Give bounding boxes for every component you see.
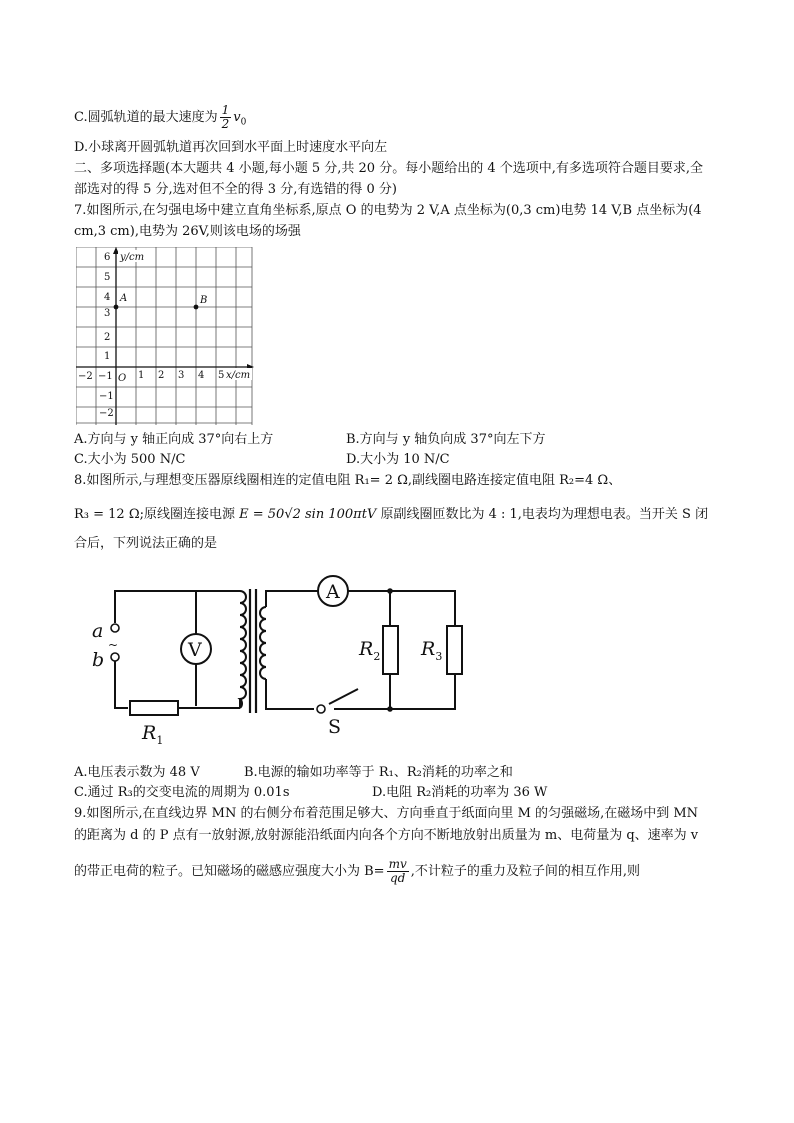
- junction-dot: [387, 588, 393, 594]
- q6-option-c: [74, 104, 754, 132]
- terminal-b-icon: [111, 653, 119, 661]
- q9-stem-line3-part-b: ,不计粒子的重力及粒子间的相互作用,则: [410, 864, 641, 879]
- x-tick-4: 4: [198, 370, 205, 381]
- fraction-numerator: 1: [221, 103, 230, 117]
- y-axis-label: y/cm: [120, 252, 145, 263]
- resistor-r3-label: $R_3$: [421, 638, 443, 663]
- q8-option-b: B.电源的输如功率等于 R₁、R₂消耗的功率之和: [244, 765, 513, 780]
- point-b-label: B: [200, 295, 208, 306]
- q7-option-b: B.方向与 y 轴负向成 37°向左下方: [346, 432, 546, 447]
- y-tick-3: 3: [104, 308, 111, 319]
- ammeter-label: A: [326, 581, 340, 603]
- resistor-r2-label: $R_2$: [359, 638, 381, 663]
- q9-stem-line3: [74, 858, 754, 885]
- x-tick-5: 5: [218, 370, 225, 381]
- terminal-a-icon: [111, 624, 119, 632]
- q9-stem-line1: 9.如图所示,在直线边界 MN 的右侧分布着范围足够大、方向垂直于纸面向里 M 的匀强磁场,在磁场中到 MN: [74, 806, 699, 821]
- terminal-b-label: b: [92, 649, 105, 671]
- resistor-r1: [130, 701, 178, 715]
- q6-option-c-text: C.圆弧轨道的最大速度为: [74, 110, 218, 125]
- q9-stem-line3-part-a: 的带正电荷的粒子。已知磁场的磁感应强度大小为 B=: [74, 864, 385, 879]
- x-tick-2: 2: [158, 370, 165, 381]
- q8-stem-line2: [74, 506, 754, 524]
- q8-transformer-circuit: [88, 573, 468, 748]
- q8-option-c: C.通过 R₃的交变电流的周期为 0.01s: [74, 785, 290, 800]
- q9-b-fraction: [387, 858, 409, 885]
- q8-source-formula: E = 50√2 sin 100πtV: [239, 507, 377, 522]
- q8-stem-line1: 8.如图所示,与理想变压器原线圈相连的定值电阻 R₁= 2 Ω,副线圈电路连接定值电阻 R₂=4 Ω、: [74, 473, 622, 488]
- q7-coordinate-graph: [76, 247, 254, 427]
- section-2-header-line2: 部选对的得 5 分,选对但不全的得 3 分,有选错的得 0 分): [74, 182, 397, 197]
- x-tick-neg1: −1: [98, 371, 113, 382]
- fraction-numerator: mv: [388, 857, 407, 871]
- switch-contact-icon: [317, 705, 325, 713]
- secondary-bottom-wire: [266, 674, 455, 709]
- resistor-r1-label: $R_1$: [142, 722, 164, 747]
- q7-option-d: D.大小为 10 N/C: [346, 452, 450, 467]
- q8-stem-line3: 合后，下列说法正确的是: [74, 536, 218, 551]
- y-tick-2: 2: [104, 332, 111, 343]
- y-tick-4: 4: [104, 292, 111, 303]
- y-tick-5: 5: [104, 272, 111, 283]
- junction-dot: [387, 706, 393, 712]
- resistor-r3: [447, 626, 462, 674]
- q7-stem-line2: cm,3 cm),电势为 26V,则该电场的场强: [74, 224, 301, 239]
- q8-option-a: A.电压表示数为 48 V: [74, 765, 200, 780]
- velocity-subscript: 0: [240, 117, 247, 128]
- terminal-a-label: a: [92, 620, 104, 642]
- y-tick-6: 6: [104, 252, 111, 263]
- ac-source-symbol: ~: [108, 638, 119, 652]
- q7-stem-line1: 7.如图所示,在匀强电场中建立直角坐标系,原点 O 的电势为 2 V,A 点坐标为(0,3 cm)电势 14 V,B 点坐标为(4: [74, 203, 702, 218]
- primary-coil: [240, 591, 246, 708]
- section-2-header-line1: 二、多项选择题(本大题共 4 小题,每小题 5 分,共 20 分。每小题给出的 4 个选项中,有多选项符合题目要求,全: [74, 161, 704, 176]
- secondary-top-wire: [266, 591, 455, 626]
- q7-option-c: C.大小为 500 N/C: [74, 452, 186, 467]
- x-tick-neg2: −2: [78, 371, 93, 382]
- x-tick-3: 3: [178, 370, 185, 381]
- q6-option-c-fraction: [220, 104, 232, 131]
- primary-top-wire: [115, 591, 240, 623]
- voltmeter-label: V: [188, 639, 202, 661]
- point-b-marker: [194, 305, 199, 310]
- y-tick-neg2: −2: [99, 408, 114, 419]
- y-tick-1: 1: [104, 351, 111, 362]
- q8-option-d: D.电阻 R₂消耗的功率为 36 W: [372, 785, 548, 800]
- switch-label: S: [328, 716, 342, 738]
- secondary-coil: [260, 607, 266, 679]
- q6-option-d: D.小球离开圆弧轨道再次回到水平面上时速度水平向左: [74, 140, 388, 155]
- fraction-denominator: qd: [389, 871, 406, 885]
- q8-stem-line2-part-a: R₃ = 12 Ω;原线圈连接电源: [74, 507, 240, 522]
- point-a-label: A: [120, 293, 128, 304]
- q7-option-a: A.方向与 y 轴正向成 37°向右上方: [74, 432, 274, 447]
- x-tick-1: 1: [138, 370, 145, 381]
- origin-label: O: [118, 373, 127, 384]
- point-a-marker: [114, 305, 119, 310]
- q9-stem-line2: 的距离为 d 的 P 点有一放射源,放射源能沿纸面内向各个方向不断地放射出质量为 m、电荷量为 q、速率为 v: [74, 828, 699, 843]
- velocity-symbol: v: [233, 110, 241, 125]
- fraction-denominator: 2: [221, 117, 230, 131]
- x-axis-label: x/cm: [226, 370, 251, 381]
- y-tick-neg1: −1: [99, 391, 114, 402]
- resistor-r2: [383, 626, 398, 674]
- q8-stem-line2-part-b: 原副线圈匝数比为 4 : 1,电表均为理想电表。当开关 S 闭: [376, 507, 709, 522]
